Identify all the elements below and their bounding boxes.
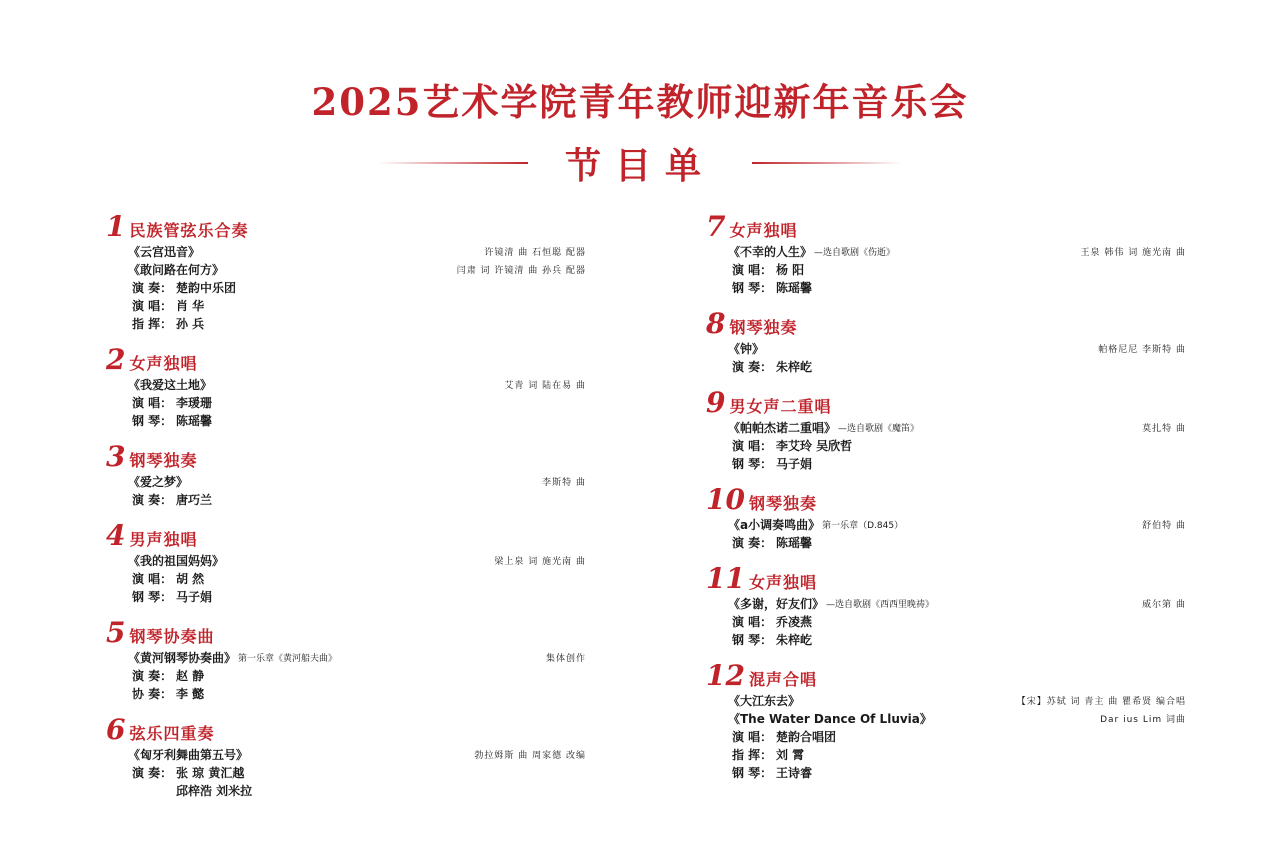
performer-role: 演 唱： <box>732 729 773 744</box>
piece-list <box>106 745 586 763</box>
piece-row <box>728 594 1186 612</box>
program-title: 男声独唱 <box>129 530 198 549</box>
program-item <box>106 442 586 508</box>
performer-name: 赵 静 <box>176 668 205 683</box>
performer-name: 邱梓浩 刘米拉 <box>176 783 253 798</box>
piece-note: —选自歌剧《西西里晚祷》 <box>826 599 935 610</box>
performer-role: 钢 琴： <box>732 765 773 780</box>
performer-row <box>706 612 1186 630</box>
piece-row <box>728 709 1186 727</box>
program-number: 6 <box>106 713 126 746</box>
program-item <box>106 521 586 605</box>
piece-list <box>706 339 1186 357</box>
divider-right <box>752 162 902 164</box>
performer-name: 杨 阳 <box>776 262 805 277</box>
piece-title: 《The Water Dance Of Lluvia》 <box>728 711 932 726</box>
piece-list <box>106 375 586 393</box>
piece-row <box>728 515 1186 533</box>
program-title: 男女声二重唱 <box>729 397 832 416</box>
performer-name: 唐巧兰 <box>176 492 213 507</box>
program-item <box>706 564 1186 648</box>
piece-note: 第一乐章《黄河船夫曲》 <box>238 653 338 664</box>
performer-name: 孙 兵 <box>176 316 205 331</box>
piece-title: 《多谢，好友们》 <box>728 596 825 611</box>
program-title: 钢琴协奏曲 <box>129 627 215 646</box>
piece-title: 《我的祖国妈妈》 <box>128 553 225 568</box>
program-header <box>706 661 1186 691</box>
performer-name: 李艾玲 吴欣哲 <box>776 438 853 453</box>
program-number: 12 <box>706 659 745 692</box>
performer-name: 陈瑶馨 <box>176 413 213 428</box>
piece-credit: 威尔第 曲 <box>1142 599 1186 610</box>
piece-title: 《帕帕杰诺二重唱》 <box>728 420 837 435</box>
performer-role: 钢 琴： <box>732 280 773 295</box>
performer-name: 胡 然 <box>176 571 205 586</box>
performer-role: 钢 琴： <box>132 413 173 428</box>
piece-list <box>106 648 586 666</box>
performer-role: 演 奏： <box>732 535 773 550</box>
performer-row <box>706 630 1186 648</box>
piece-note: —选自歌剧《魔笛》 <box>838 423 920 434</box>
performer-role: 演 唱： <box>732 262 773 277</box>
performer-name: 肖 华 <box>176 298 205 313</box>
program-title: 钢琴独奏 <box>729 318 798 337</box>
piece-credit: 闫肃 词 许镜清 曲 孙兵 配器 <box>456 265 586 276</box>
program-number: 7 <box>706 210 726 243</box>
divider-left <box>378 162 528 164</box>
performer-role: 演 奏： <box>132 492 173 507</box>
performer-role: 演 唱： <box>732 438 773 453</box>
performer-row <box>106 684 586 702</box>
piece-title: 《匈牙利舞曲第五号》 <box>128 747 249 762</box>
performer-name: 王诗睿 <box>776 765 813 780</box>
program-number: 5 <box>106 616 126 649</box>
performer-name: 李瑗珊 <box>176 395 213 410</box>
performer-role: 演 唱： <box>132 395 173 410</box>
performer-role: 演 唱： <box>732 614 773 629</box>
performer-role: 钢 琴： <box>732 456 773 471</box>
piece-title: 《云宫迅音》 <box>128 244 201 259</box>
program-header <box>106 212 586 242</box>
program-title: 女声独唱 <box>748 573 817 592</box>
performer-row <box>706 533 1186 551</box>
performer-role: 指 挥： <box>732 747 773 762</box>
piece-row <box>128 648 586 666</box>
performer-role: 演 唱： <box>132 571 173 586</box>
program-title: 女声独唱 <box>729 221 798 240</box>
program-title: 民族管弦乐合奏 <box>129 221 249 240</box>
piece-row <box>128 260 586 278</box>
program-title: 弦乐四重奏 <box>129 724 215 743</box>
performer-role: 钢 琴： <box>732 632 773 647</box>
program-column-right <box>706 212 1186 794</box>
performer-row <box>706 745 1186 763</box>
piece-credit: 【宋】苏轼 词 青主 曲 瞿希贤 编合唱 <box>1016 696 1186 707</box>
piece-list <box>106 242 586 278</box>
concert-title: 2025艺术学院青年教师迎新年音乐会 <box>311 80 969 124</box>
performer-name: 陈瑶馨 <box>776 535 813 550</box>
program-number: 9 <box>706 386 726 419</box>
piece-title: 《a小调奏鸣曲》 <box>728 517 821 532</box>
piece-credit: 许镜清 曲 石恒聪 配器 <box>484 247 586 258</box>
program-header <box>706 564 1186 594</box>
performer-row <box>106 411 586 429</box>
program-number: 10 <box>706 483 745 516</box>
performer-role: 指 挥： <box>132 316 173 331</box>
program-header <box>106 442 586 472</box>
performer-name: 陈瑶馨 <box>776 280 813 295</box>
piece-list <box>106 472 586 490</box>
piece-credit: 集体创作 <box>545 653 586 664</box>
subtitle-row <box>0 138 1280 188</box>
program-header <box>106 345 586 375</box>
piece-title: 《大江东去》 <box>728 693 801 708</box>
piece-credit: 帕格尼尼 李斯特 曲 <box>1098 344 1186 355</box>
program-column-left <box>106 212 586 812</box>
piece-row <box>128 745 586 763</box>
performer-row <box>706 278 1186 296</box>
performer-role: 演 奏： <box>132 280 173 295</box>
piece-title: 《钟》 <box>728 341 765 356</box>
piece-row <box>728 339 1186 357</box>
program-subtitle: 节目单 <box>564 145 715 187</box>
program-item <box>706 388 1186 472</box>
program-number: 1 <box>106 210 126 243</box>
performer-row <box>706 357 1186 375</box>
performer-row <box>706 436 1186 454</box>
performer-role: 演 奏： <box>132 765 173 780</box>
piece-row <box>128 375 586 393</box>
piece-row <box>128 551 586 569</box>
piece-list <box>706 594 1186 612</box>
program-header <box>106 521 586 551</box>
program-number: 4 <box>106 519 126 552</box>
performer-row <box>106 569 586 587</box>
performer-name: 朱梓屹 <box>776 632 813 647</box>
program-title: 钢琴独奏 <box>129 451 198 470</box>
piece-title: 《我爱这土地》 <box>128 377 213 392</box>
performer-row <box>106 666 586 684</box>
performer-role: 演 奏： <box>132 668 173 683</box>
performer-row <box>106 587 586 605</box>
performer-row <box>706 763 1186 781</box>
piece-row <box>728 242 1186 260</box>
performer-name: 马子娟 <box>176 589 213 604</box>
piece-list <box>106 551 586 569</box>
performer-row <box>106 781 586 799</box>
performer-row <box>706 454 1186 472</box>
piece-list <box>706 691 1186 727</box>
program-header <box>106 618 586 648</box>
program-item <box>706 661 1186 781</box>
piece-row <box>728 418 1186 436</box>
performer-row <box>106 314 586 332</box>
performer-row <box>106 393 586 411</box>
piece-credit: 王泉 韩伟 词 施光南 曲 <box>1080 247 1186 258</box>
program-header <box>706 485 1186 515</box>
piece-credit: Dar ius Lim 词曲 <box>1100 714 1186 725</box>
performer-name: 楚韵中乐团 <box>176 280 237 295</box>
piece-list <box>706 242 1186 260</box>
performer-role: 演 唱： <box>132 298 173 313</box>
performer-name: 马子娟 <box>776 456 813 471</box>
program-title: 女声独唱 <box>129 354 198 373</box>
piece-credit: 莫扎特 曲 <box>1142 423 1186 434</box>
performer-row <box>106 763 586 781</box>
piece-row <box>128 472 586 490</box>
performer-row <box>106 296 586 314</box>
performer-name: 楚韵合唱团 <box>776 729 837 744</box>
piece-note: 第一乐章（D.845） <box>822 520 904 531</box>
program-item <box>706 485 1186 551</box>
piece-list <box>706 515 1186 533</box>
program-header <box>106 715 586 745</box>
piece-title: 《敢问路在何方》 <box>128 262 225 277</box>
performer-name: 张 琼 黄汇越 <box>176 765 245 780</box>
piece-list <box>706 418 1186 436</box>
piece-title: 《黄河钢琴协奏曲》 <box>128 650 237 665</box>
program-number: 3 <box>106 440 126 473</box>
program-item <box>706 212 1186 296</box>
performer-role: 演 奏： <box>732 359 773 374</box>
performer-row <box>706 260 1186 278</box>
performer-name: 乔凌燕 <box>776 614 813 629</box>
program-header <box>706 212 1186 242</box>
program-item <box>106 715 586 799</box>
program-header <box>706 309 1186 339</box>
program-number: 2 <box>106 343 126 376</box>
performer-row <box>106 278 586 296</box>
piece-note: —选自歌剧《伤逝》 <box>814 247 896 258</box>
piece-credit: 李斯特 曲 <box>542 477 586 488</box>
program-header <box>706 388 1186 418</box>
piece-credit: 艾青 词 陆在易 曲 <box>504 380 586 391</box>
program-number: 8 <box>706 307 726 340</box>
piece-credit: 勃拉姆斯 曲 周家德 改编 <box>474 750 586 761</box>
program-item <box>106 212 586 332</box>
performer-row <box>706 727 1186 745</box>
program-number: 11 <box>706 562 745 595</box>
performer-row <box>106 490 586 508</box>
performer-name: 李 懿 <box>176 686 205 701</box>
piece-row <box>728 691 1186 709</box>
program-item <box>106 345 586 429</box>
program-title: 混声合唱 <box>748 670 817 689</box>
piece-credit: 舒伯特 曲 <box>1142 520 1186 531</box>
program-item <box>706 309 1186 375</box>
performer-name: 刘 霄 <box>776 747 805 762</box>
piece-row <box>128 242 586 260</box>
program-item <box>106 618 586 702</box>
performer-role: 钢 琴： <box>132 589 173 604</box>
performer-role: 协 奏： <box>132 686 173 701</box>
piece-title: 《爱之梦》 <box>128 474 189 489</box>
piece-credit: 梁上泉 词 施光南 曲 <box>494 556 586 567</box>
performer-name: 朱梓屹 <box>776 359 813 374</box>
program-title: 钢琴独奏 <box>748 494 817 513</box>
piece-title: 《不幸的人生》 <box>728 244 813 259</box>
